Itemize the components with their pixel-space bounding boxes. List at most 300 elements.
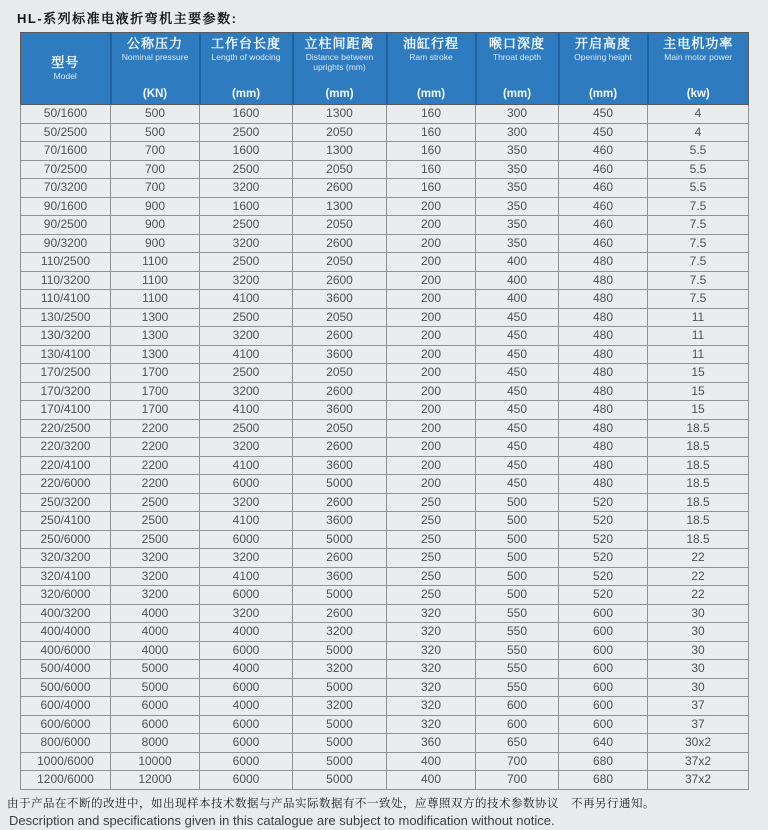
table-cell: 550 bbox=[476, 604, 559, 623]
table-cell: 22 bbox=[648, 586, 749, 605]
table-cell: 7.5 bbox=[648, 234, 749, 253]
column-title-en: Distance between uprights (mm) bbox=[305, 52, 374, 73]
table-cell: 3600 bbox=[293, 290, 387, 309]
table-cell: 18.5 bbox=[648, 438, 749, 457]
table-cell: 400 bbox=[387, 771, 476, 790]
table-cell: 320/3200 bbox=[21, 549, 111, 568]
table-row bbox=[21, 290, 749, 309]
table-cell: 640 bbox=[559, 734, 648, 753]
table-cell: 550 bbox=[476, 623, 559, 642]
table-row bbox=[21, 752, 749, 771]
table-cell: 3200 bbox=[200, 382, 293, 401]
table-cell: 250 bbox=[387, 493, 476, 512]
table-cell: 500 bbox=[111, 123, 200, 142]
column-title-en: Length of wodcing bbox=[211, 52, 281, 63]
table-row bbox=[21, 715, 749, 734]
table-row bbox=[21, 179, 749, 198]
table-cell: 450 bbox=[476, 401, 559, 420]
table-cell: 480 bbox=[559, 438, 648, 457]
table-cell: 900 bbox=[111, 216, 200, 235]
table-cell: 6000 bbox=[111, 715, 200, 734]
table-cell: 520 bbox=[559, 512, 648, 531]
table-cell: 680 bbox=[559, 771, 648, 790]
table-cell: 7.5 bbox=[648, 271, 749, 290]
table-cell: 200 bbox=[387, 290, 476, 309]
table-cell: 250 bbox=[387, 530, 476, 549]
table-cell: 70/2500 bbox=[21, 160, 111, 179]
table-cell: 600 bbox=[559, 641, 648, 660]
table-cell: 520 bbox=[559, 549, 648, 568]
table-cell: 15 bbox=[648, 364, 749, 383]
table-cell: 200 bbox=[387, 308, 476, 327]
column-header-main-motor-power bbox=[648, 33, 749, 105]
table-cell: 2050 bbox=[293, 160, 387, 179]
table-cell: 550 bbox=[476, 678, 559, 697]
table-cell: 6000 bbox=[200, 752, 293, 771]
table-cell: 400 bbox=[476, 290, 559, 309]
table-row bbox=[21, 549, 749, 568]
table-cell: 2600 bbox=[293, 382, 387, 401]
table-cell: 18.5 bbox=[648, 456, 749, 475]
table-cell: 3200 bbox=[200, 179, 293, 198]
column-title-en: Nominal pressure bbox=[121, 52, 189, 63]
table-cell: 450 bbox=[476, 345, 559, 364]
table-cell: 4000 bbox=[200, 697, 293, 716]
table-cell: 2500 bbox=[200, 364, 293, 383]
table-cell: 550 bbox=[476, 641, 559, 660]
table-cell: 200 bbox=[387, 234, 476, 253]
table-cell: 500/4000 bbox=[21, 660, 111, 679]
table-cell: 250 bbox=[387, 549, 476, 568]
table-cell: 22 bbox=[648, 549, 749, 568]
table-cell: 15 bbox=[648, 401, 749, 420]
table-cell: 5000 bbox=[111, 660, 200, 679]
table-cell: 400 bbox=[476, 271, 559, 290]
table-row bbox=[21, 271, 749, 290]
table-cell: 1000/6000 bbox=[21, 752, 111, 771]
table-cell: 4000 bbox=[111, 604, 200, 623]
table-cell: 1300 bbox=[111, 345, 200, 364]
table-row bbox=[21, 660, 749, 679]
table-cell: 450 bbox=[476, 438, 559, 457]
table-cell: 6000 bbox=[200, 530, 293, 549]
table-cell: 5000 bbox=[293, 641, 387, 660]
table-cell: 450 bbox=[476, 419, 559, 438]
table-cell: 300 bbox=[476, 123, 559, 142]
table-cell: 2600 bbox=[293, 549, 387, 568]
table-cell: 70/1600 bbox=[21, 142, 111, 161]
table-cell: 320 bbox=[387, 660, 476, 679]
table-cell: 6000 bbox=[200, 475, 293, 494]
table-cell: 5.5 bbox=[648, 142, 749, 161]
table-cell: 2600 bbox=[293, 493, 387, 512]
table-cell: 450 bbox=[476, 475, 559, 494]
table-cell: 1600 bbox=[200, 142, 293, 161]
table-cell: 5000 bbox=[293, 771, 387, 790]
table-cell: 460 bbox=[559, 179, 648, 198]
table-row bbox=[21, 678, 749, 697]
table-cell: 3600 bbox=[293, 345, 387, 364]
table-cell: 350 bbox=[476, 216, 559, 235]
table-cell: 6000 bbox=[200, 734, 293, 753]
column-title-en: Ram stroke bbox=[409, 52, 453, 63]
table-cell: 4000 bbox=[200, 623, 293, 642]
table-cell: 160 bbox=[387, 123, 476, 142]
column-title-zh: 立柱间距离 bbox=[304, 36, 375, 51]
table-cell: 7.5 bbox=[648, 253, 749, 272]
column-header-uprights-distance bbox=[293, 33, 387, 105]
table-cell: 7.5 bbox=[648, 216, 749, 235]
table-cell: 18.5 bbox=[648, 530, 749, 549]
table-cell: 200 bbox=[387, 364, 476, 383]
table-row bbox=[21, 197, 749, 216]
column-title-zh: 喉口深度 bbox=[488, 36, 545, 51]
table-cell: 3600 bbox=[293, 512, 387, 531]
table-cell: 5000 bbox=[293, 715, 387, 734]
table-cell: 2600 bbox=[293, 179, 387, 198]
table-row bbox=[21, 419, 749, 438]
table-cell: 1200/6000 bbox=[21, 771, 111, 790]
table-cell: 1100 bbox=[111, 253, 200, 272]
table-cell: 320 bbox=[387, 678, 476, 697]
table-cell: 480 bbox=[559, 290, 648, 309]
table-row bbox=[21, 586, 749, 605]
table-cell: 7.5 bbox=[648, 290, 749, 309]
table-cell: 600 bbox=[559, 660, 648, 679]
table-cell: 250 bbox=[387, 512, 476, 531]
table-cell: 4000 bbox=[111, 623, 200, 642]
table-cell: 480 bbox=[559, 456, 648, 475]
table-cell: 4000 bbox=[200, 660, 293, 679]
table-cell: 3200 bbox=[293, 623, 387, 642]
table-cell: 3200 bbox=[200, 549, 293, 568]
table-cell: 200 bbox=[387, 438, 476, 457]
table-cell: 500 bbox=[476, 530, 559, 549]
table-cell: 400/4000 bbox=[21, 623, 111, 642]
table-cell: 50/2500 bbox=[21, 123, 111, 142]
column-title-en: Main motor power bbox=[664, 52, 733, 63]
table-cell: 22 bbox=[648, 567, 749, 586]
table-cell: 1700 bbox=[111, 382, 200, 401]
table-cell: 2600 bbox=[293, 234, 387, 253]
table-cell: 400/6000 bbox=[21, 641, 111, 660]
table-cell: 460 bbox=[559, 142, 648, 161]
table-row bbox=[21, 475, 749, 494]
table-cell: 460 bbox=[559, 197, 648, 216]
table-row bbox=[21, 641, 749, 660]
table-cell: 30 bbox=[648, 660, 749, 679]
table-cell: 18.5 bbox=[648, 512, 749, 531]
table-cell: 6000 bbox=[200, 641, 293, 660]
table-cell: 1300 bbox=[293, 105, 387, 124]
table-cell: 3200 bbox=[200, 438, 293, 457]
table-cell: 200 bbox=[387, 197, 476, 216]
table-cell: 320 bbox=[387, 604, 476, 623]
table-cell: 220/2500 bbox=[21, 419, 111, 438]
footer-notes bbox=[7, 797, 768, 830]
table-cell: 130/3200 bbox=[21, 327, 111, 346]
table-cell: 200 bbox=[387, 216, 476, 235]
table-cell: 1300 bbox=[293, 142, 387, 161]
table-cell: 3200 bbox=[200, 271, 293, 290]
table-cell: 250 bbox=[387, 567, 476, 586]
table-cell: 480 bbox=[559, 401, 648, 420]
table-cell: 2600 bbox=[293, 604, 387, 623]
table-cell: 2050 bbox=[293, 419, 387, 438]
column-header-table-length bbox=[200, 33, 293, 105]
table-header-row bbox=[21, 33, 749, 105]
table-cell: 2050 bbox=[293, 308, 387, 327]
column-header-model bbox=[21, 33, 111, 105]
table-cell: 450 bbox=[476, 456, 559, 475]
table-cell: 3600 bbox=[293, 401, 387, 420]
table-row bbox=[21, 123, 749, 142]
table-row bbox=[21, 327, 749, 346]
table-cell: 11 bbox=[648, 308, 749, 327]
column-header-ram-stroke bbox=[387, 33, 476, 105]
table-cell: 4100 bbox=[200, 290, 293, 309]
table-cell: 37 bbox=[648, 697, 749, 716]
footer-note-zh: 由于产品在不断的改进中，如出现样本技术数据与产品实际数据有不一致处，应尊照双方的技术参数协议 不再另行通知。 bbox=[7, 797, 655, 810]
table-cell: 450 bbox=[476, 364, 559, 383]
table-cell: 170/4100 bbox=[21, 401, 111, 420]
table-cell: 110/4100 bbox=[21, 290, 111, 309]
table-cell: 480 bbox=[559, 382, 648, 401]
table-row bbox=[21, 308, 749, 327]
table-cell: 4000 bbox=[111, 641, 200, 660]
table-cell: 220/4100 bbox=[21, 456, 111, 475]
table-cell: 600 bbox=[559, 604, 648, 623]
table-cell: 3200 bbox=[293, 697, 387, 716]
column-title-zh: 油缸行程 bbox=[402, 36, 459, 51]
table-cell: 600 bbox=[476, 697, 559, 716]
table-cell: 320 bbox=[387, 623, 476, 642]
table-cell: 460 bbox=[559, 234, 648, 253]
table-cell: 37 bbox=[648, 715, 749, 734]
table-cell: 320/4100 bbox=[21, 567, 111, 586]
table-cell: 480 bbox=[559, 345, 648, 364]
table-cell: 550 bbox=[476, 660, 559, 679]
table-cell: 30 bbox=[648, 604, 749, 623]
table-cell: 6000 bbox=[200, 586, 293, 605]
table-cell: 700 bbox=[476, 771, 559, 790]
table-cell: 500 bbox=[476, 549, 559, 568]
table-cell: 3200 bbox=[200, 327, 293, 346]
table-cell: 110/3200 bbox=[21, 271, 111, 290]
table-cell: 170/2500 bbox=[21, 364, 111, 383]
table-cell: 600/4000 bbox=[21, 697, 111, 716]
column-unit: (mm) bbox=[231, 88, 261, 100]
table-cell: 220/3200 bbox=[21, 438, 111, 457]
table-cell: 360 bbox=[387, 734, 476, 753]
table-cell: 320 bbox=[387, 715, 476, 734]
table-cell: 320 bbox=[387, 697, 476, 716]
table-cell: 4 bbox=[648, 123, 749, 142]
table-cell: 1700 bbox=[111, 364, 200, 383]
table-cell: 480 bbox=[559, 475, 648, 494]
table-cell: 160 bbox=[387, 105, 476, 124]
table-cell: 5.5 bbox=[648, 160, 749, 179]
table-cell: 5.5 bbox=[648, 179, 749, 198]
column-unit: (mm) bbox=[325, 88, 354, 100]
table-cell: 480 bbox=[559, 308, 648, 327]
table-row bbox=[21, 234, 749, 253]
table-cell: 500 bbox=[476, 567, 559, 586]
table-cell: 6000 bbox=[200, 771, 293, 790]
table-cell: 90/3200 bbox=[21, 234, 111, 253]
table-cell: 5000 bbox=[111, 678, 200, 697]
table-cell: 200 bbox=[387, 401, 476, 420]
table-cell: 600 bbox=[559, 623, 648, 642]
table-row bbox=[21, 438, 749, 457]
table-cell: 2200 bbox=[111, 438, 200, 457]
table-cell: 460 bbox=[559, 160, 648, 179]
table-cell: 2200 bbox=[111, 456, 200, 475]
table-cell: 520 bbox=[559, 530, 648, 549]
table-cell: 1300 bbox=[293, 197, 387, 216]
table-cell: 2600 bbox=[293, 438, 387, 457]
table-cell: 680 bbox=[559, 752, 648, 771]
table-cell: 200 bbox=[387, 382, 476, 401]
table-cell: 200 bbox=[387, 253, 476, 272]
table-cell: 600 bbox=[476, 715, 559, 734]
table-row bbox=[21, 493, 749, 512]
column-title-en: Model bbox=[53, 71, 77, 82]
table-cell: 90/2500 bbox=[21, 216, 111, 235]
table-cell: 1100 bbox=[111, 271, 200, 290]
table-cell: 2500 bbox=[111, 530, 200, 549]
table-cell: 520 bbox=[559, 567, 648, 586]
table-cell: 2500 bbox=[200, 160, 293, 179]
table-cell: 2500 bbox=[200, 308, 293, 327]
table-cell: 350 bbox=[476, 234, 559, 253]
table-cell: 4100 bbox=[200, 456, 293, 475]
table-cell: 700 bbox=[476, 752, 559, 771]
table-cell: 10000 bbox=[111, 752, 200, 771]
table-cell: 2500 bbox=[200, 216, 293, 235]
column-title-zh: 工作台长度 bbox=[210, 36, 281, 51]
table-cell: 600 bbox=[559, 678, 648, 697]
table-cell: 160 bbox=[387, 160, 476, 179]
table-cell: 4100 bbox=[200, 512, 293, 531]
table-cell: 5000 bbox=[293, 678, 387, 697]
table-row bbox=[21, 142, 749, 161]
table-cell: 18.5 bbox=[648, 419, 749, 438]
table-cell: 450 bbox=[559, 105, 648, 124]
table-cell: 900 bbox=[111, 197, 200, 216]
table-cell: 480 bbox=[559, 327, 648, 346]
table-cell: 200 bbox=[387, 475, 476, 494]
table-cell: 5000 bbox=[293, 475, 387, 494]
table-row bbox=[21, 160, 749, 179]
table-cell: 500 bbox=[476, 493, 559, 512]
table-cell: 2200 bbox=[111, 475, 200, 494]
table-cell: 2600 bbox=[293, 271, 387, 290]
column-unit: (mm) bbox=[502, 88, 532, 100]
column-title-en: Opening height bbox=[574, 52, 632, 63]
table-cell: 400 bbox=[387, 752, 476, 771]
table-cell: 480 bbox=[559, 271, 648, 290]
table-cell: 520 bbox=[559, 493, 648, 512]
table-cell: 160 bbox=[387, 179, 476, 198]
table-cell: 5000 bbox=[293, 752, 387, 771]
table-cell: 800/6000 bbox=[21, 734, 111, 753]
table-cell: 1300 bbox=[111, 308, 200, 327]
table-cell: 160 bbox=[387, 142, 476, 161]
table-cell: 2500 bbox=[111, 512, 200, 531]
table-cell: 1600 bbox=[200, 197, 293, 216]
table-cell: 7.5 bbox=[648, 197, 749, 216]
table-row bbox=[21, 623, 749, 642]
table-cell: 700 bbox=[111, 179, 200, 198]
table-cell: 3200 bbox=[111, 567, 200, 586]
table-cell: 320/6000 bbox=[21, 586, 111, 605]
table-cell: 900 bbox=[111, 234, 200, 253]
table-cell: 250 bbox=[387, 586, 476, 605]
table-cell: 6000 bbox=[200, 678, 293, 697]
table-cell: 600/6000 bbox=[21, 715, 111, 734]
column-title-zh: 公称压力 bbox=[126, 36, 183, 51]
table-cell: 6000 bbox=[111, 697, 200, 716]
table-cell: 450 bbox=[559, 123, 648, 142]
table-cell: 8000 bbox=[111, 734, 200, 753]
table-cell: 37x2 bbox=[648, 752, 749, 771]
table-cell: 130/4100 bbox=[21, 345, 111, 364]
table-cell: 6000 bbox=[200, 715, 293, 734]
table-cell: 4 bbox=[648, 105, 749, 124]
column-header-opening-height bbox=[559, 33, 648, 105]
table-cell: 130/2500 bbox=[21, 308, 111, 327]
table-cell: 3200 bbox=[293, 660, 387, 679]
table-cell: 520 bbox=[559, 586, 648, 605]
table-row bbox=[21, 105, 749, 124]
table-row bbox=[21, 512, 749, 531]
table-cell: 2600 bbox=[293, 327, 387, 346]
table-cell: 37x2 bbox=[648, 771, 749, 790]
table-cell: 2050 bbox=[293, 216, 387, 235]
table-cell: 5000 bbox=[293, 530, 387, 549]
table-cell: 600 bbox=[559, 697, 648, 716]
table-cell: 700 bbox=[111, 142, 200, 161]
table-cell: 4100 bbox=[200, 567, 293, 586]
table-cell: 18.5 bbox=[648, 475, 749, 494]
table-cell: 500/6000 bbox=[21, 678, 111, 697]
table-cell: 3200 bbox=[111, 549, 200, 568]
table-cell: 250/3200 bbox=[21, 493, 111, 512]
table-row bbox=[21, 216, 749, 235]
table-cell: 320 bbox=[387, 641, 476, 660]
table-cell: 70/3200 bbox=[21, 179, 111, 198]
column-header-throat-depth bbox=[476, 33, 559, 105]
table-cell: 15 bbox=[648, 382, 749, 401]
table-row bbox=[21, 697, 749, 716]
table-cell: 200 bbox=[387, 271, 476, 290]
table-cell: 30 bbox=[648, 623, 749, 642]
table-cell: 5000 bbox=[293, 586, 387, 605]
table-row bbox=[21, 530, 749, 549]
table-cell: 480 bbox=[559, 253, 648, 272]
table-cell: 3200 bbox=[200, 234, 293, 253]
table-cell: 3200 bbox=[111, 586, 200, 605]
table-cell: 2200 bbox=[111, 419, 200, 438]
table-cell: 170/3200 bbox=[21, 382, 111, 401]
table-cell: 480 bbox=[559, 419, 648, 438]
table-cell: 50/1600 bbox=[21, 105, 111, 124]
table-cell: 500 bbox=[476, 586, 559, 605]
table-cell: 1700 bbox=[111, 401, 200, 420]
table-cell: 220/6000 bbox=[21, 475, 111, 494]
column-unit: (mm) bbox=[588, 88, 618, 100]
